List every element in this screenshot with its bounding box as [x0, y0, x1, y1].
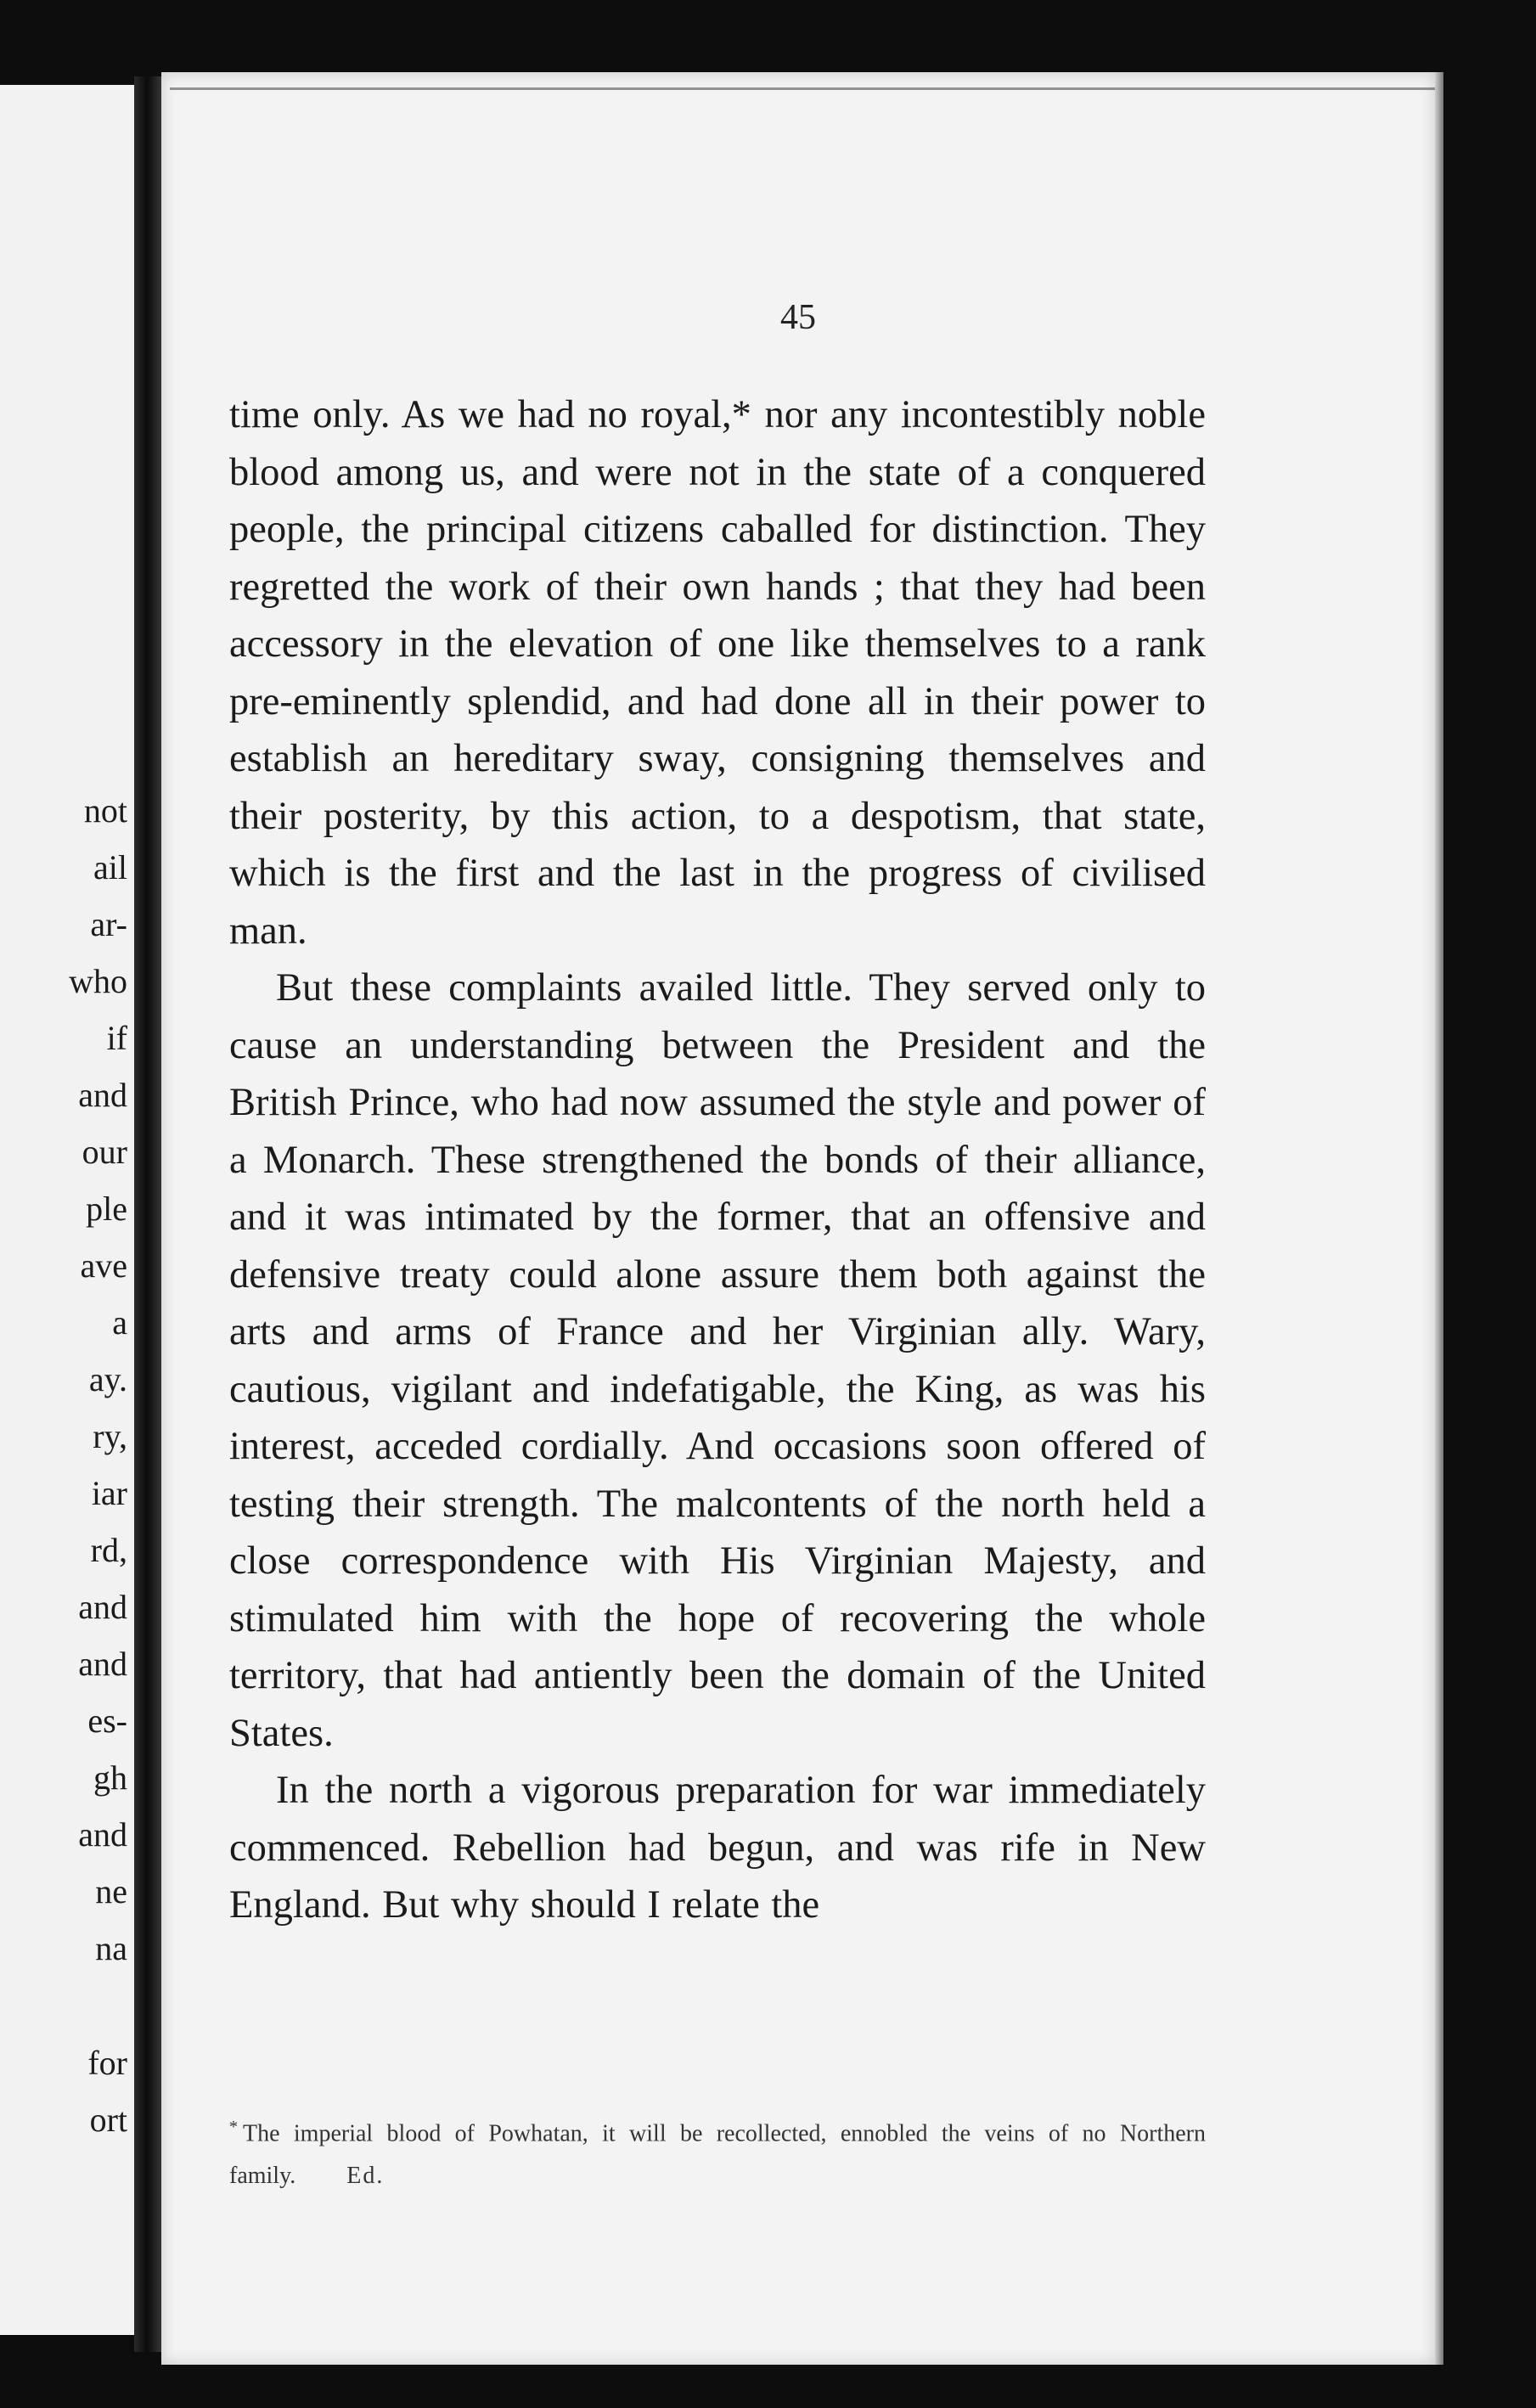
previous-page-fragment: ar- [90, 905, 127, 943]
book-gutter [134, 76, 163, 2352]
previous-page-sliver [0, 85, 134, 2335]
previous-page-fragment: ay. [88, 1360, 127, 1398]
previous-page-fragment: ail [93, 848, 127, 886]
previous-page-fragment: a [112, 1303, 127, 1342]
previous-page-fragment: and [78, 1588, 127, 1626]
footnote-text: The imperial blood of Powhatan, it will be recollected, ennobled the veins of no Northern family. [229, 2120, 1206, 2190]
previous-page-fragment: our [82, 1133, 127, 1171]
previous-page-fragment: and [78, 1076, 127, 1114]
previous-page-fragment: not [83, 791, 127, 830]
previous-page-fragment: rd, [90, 1531, 127, 1569]
previous-page-fragment: iar [91, 1474, 127, 1512]
previous-page-fragment: for [87, 2044, 127, 2082]
paragraph: In the north a vigorous preparation for war immediately commenced. Rebellion had begun, and was rife in New England. But why should I relate the [229, 1769, 1206, 1927]
footnote-mark: * [229, 2118, 238, 2136]
previous-page-fragment: ne [95, 1872, 127, 1910]
book-page [161, 72, 1435, 2365]
page-number: 45 [780, 298, 816, 337]
footnote-editor-mark: Ed. [346, 2163, 385, 2190]
paragraph: time only. As we had no royal,* nor any incontestibly noble blood among us, and were not in the state of a conquered people, the principal citizens caballed for distinction. They regretted the work of their own hands ; that they had been accessory in the elevation of one like themselves to a rank pre-eminently splendid, and had done all in their power to establish an hereditary sway, consigning themselves and their posterity, by this action, to a despotism, that state, which is the first and the last in the progress of civilised man. [229, 393, 1206, 953]
page-top-rule [170, 87, 1435, 90]
previous-page-fragment: ort [89, 2101, 127, 2139]
previous-page-fragment: gh [93, 1758, 127, 1797]
page-edge [1435, 72, 1443, 2365]
previous-page-fragment: who [69, 962, 127, 1000]
page-body [229, 386, 1206, 1934]
previous-page-fragment: ple [86, 1190, 127, 1228]
previous-page-fragment: ry, [93, 1417, 127, 1455]
previous-page-fragment: and [78, 1645, 127, 1683]
paragraph: But these complaints availed little. They served only to cause an understanding between the President and the British Prince, who had now assumed the style and power of a Monarch. These strengthened the bonds of their alliance, and it was intimated by the former, that an offensive and defensive treaty could alone assure them both against the arts and arms of France and her Virginian ally. Wary, cautious, vigilant and indefatigable, the King, as was his interest, acceded cordially. And occasions soon offered of testing their strength. The malcontents of the north held a close correspondence with His Virginian Majesty, and stimulated him with the hope of recovering the whole territory, that had antiently been the domain of the United States. [229, 966, 1206, 1755]
previous-page-fragment: and [78, 1815, 127, 1854]
previous-page-fragment: ave [80, 1246, 127, 1285]
previous-page-fragment: es- [87, 1702, 127, 1740]
previous-page-fragment: na [95, 1929, 127, 1967]
previous-page-fragment: if [106, 1019, 127, 1057]
footnote [229, 2106, 1206, 2197]
